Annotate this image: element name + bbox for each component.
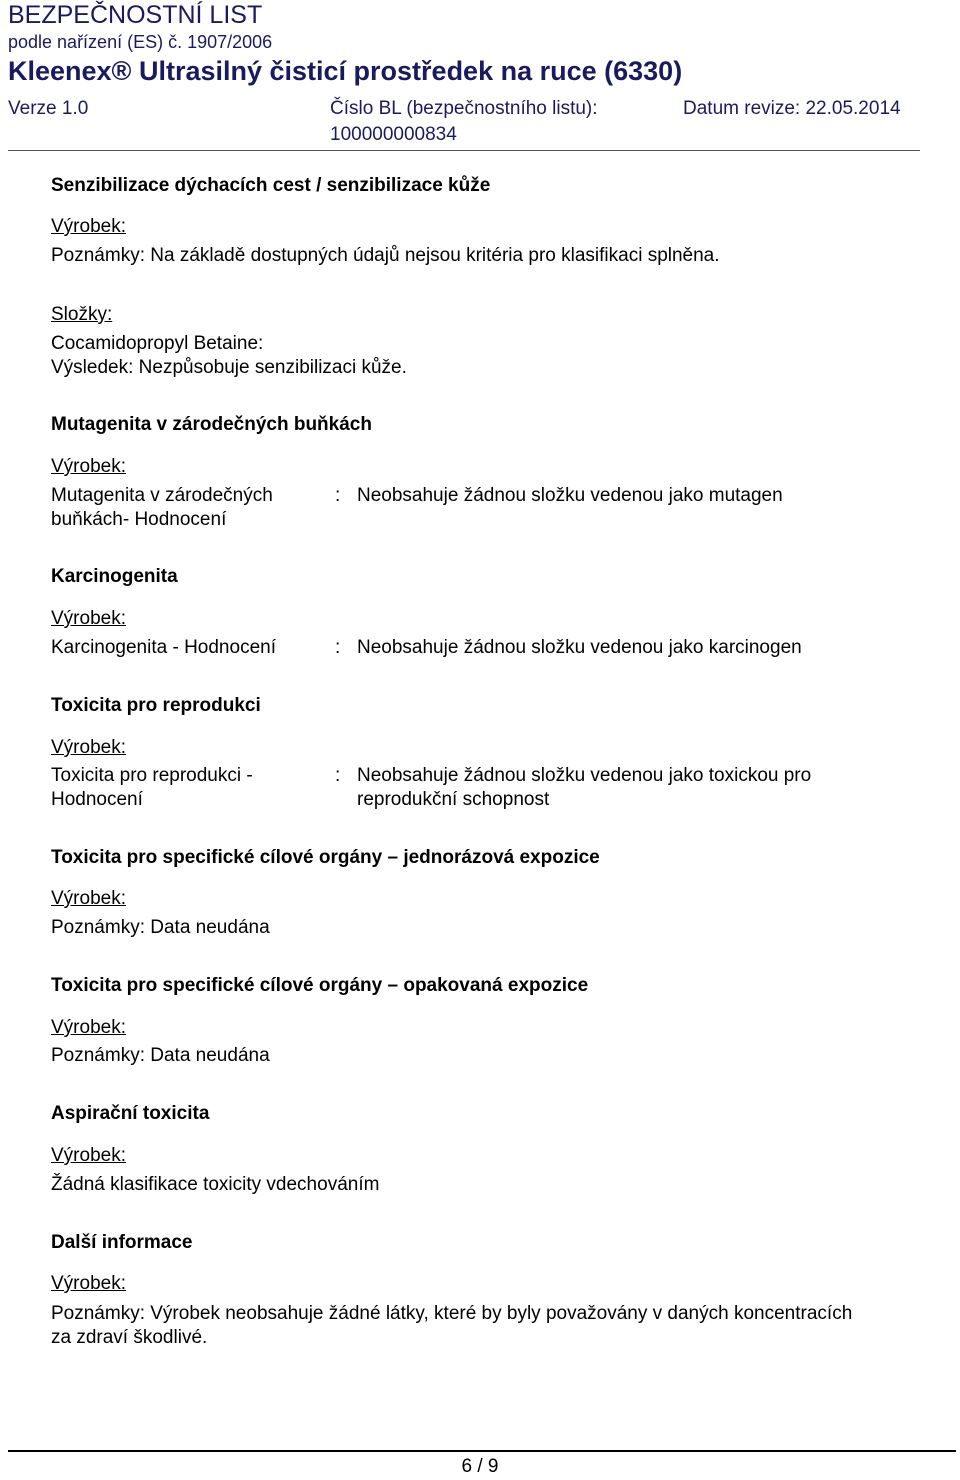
document-title: BEZPEČNOSTNÍ LIST	[8, 1, 263, 29]
version-label: Verze 1.0	[8, 98, 89, 119]
mutagenicity-row-label: Mutagenita v zárodečných buňkách- Hodnocení	[51, 485, 273, 530]
carcinogenicity-row-label: Karcinogenita - Hodnocení	[51, 637, 276, 658]
stot-repeated-note: Poznámky: Data neudána	[51, 1045, 270, 1066]
aspiration-note: Žádná klasifikace toxicity vdechováním	[51, 1174, 380, 1195]
components-label: Složky:	[51, 304, 113, 325]
sensitization-product-label: Výrobek:	[51, 216, 126, 237]
page-number: 6 / 9	[461, 1456, 499, 1477]
carcinogenicity-colon: :	[335, 637, 341, 658]
carcinogenicity-value: Neobsahuje žádnou složku vedenou jako karcinogen	[357, 637, 802, 658]
carcinogenicity-heading: Karcinogenita	[51, 566, 178, 587]
aspiration-product-label: Výrobek:	[51, 1145, 126, 1166]
further-info-product-label: Výrobek:	[51, 1273, 126, 1294]
component-name: Cocamidopropyl Betaine:	[51, 333, 264, 354]
reproductive-product-label: Výrobek:	[51, 737, 126, 758]
mutagenicity-heading: Mutagenita v zárodečných buňkách	[51, 414, 372, 435]
sds-number-label: Číslo BL (bezpečnostního listu):	[330, 98, 598, 119]
mutagenicity-value: Neobsahuje žádnou složku vedenou jako mutagen	[357, 485, 783, 506]
further-info-heading: Další informace	[51, 1232, 193, 1253]
further-info-note: Poznámky: Výrobek neobsahuje žádné látky, které by byly považovány v daných koncentracích za zdraví škodlivé.	[51, 1303, 853, 1348]
sensitization-heading: Senzibilizace dýchacích cest / senzibilizace kůže	[51, 175, 491, 196]
sensitization-note: Poznámky: Na základě dostupných údajů nejsou kritéria pro klasifikaci splněna.	[51, 245, 720, 266]
carcinogenicity-product-label: Výrobek:	[51, 608, 126, 629]
reproductive-heading: Toxicita pro reprodukci	[51, 695, 261, 716]
reproductive-value: Neobsahuje žádnou složku vedenou jako toxickou pro reprodukční schopnost	[357, 765, 812, 810]
aspiration-heading: Aspirační toxicita	[51, 1103, 210, 1124]
regulation-line: podle nařízení (ES) č. 1907/2006	[8, 32, 273, 52]
stot-single-product-label: Výrobek:	[51, 888, 126, 909]
component-result: Výsledek: Nezpůsobuje senzibilizaci kůže.	[51, 357, 407, 378]
mutagenicity-product-label: Výrobek:	[51, 456, 126, 477]
sds-number: 100000000834	[330, 124, 457, 145]
stot-single-note: Poznámky: Data neudána	[51, 917, 270, 938]
revision-date: Datum revize: 22.05.2014	[683, 98, 901, 119]
reproductive-row-label: Toxicita pro reprodukci - Hodnocení	[51, 765, 253, 810]
stot-repeated-product-label: Výrobek:	[51, 1017, 126, 1038]
mutagenicity-colon: :	[335, 485, 341, 506]
reproductive-colon: :	[335, 765, 341, 786]
header-divider	[8, 150, 920, 151]
product-name: Kleenex® Ultrasilný čisticí prostředek na ruce (6330)	[8, 56, 683, 86]
stot-repeated-heading: Toxicita pro specifické cílové orgány – opakovaná expozice	[51, 975, 589, 996]
stot-single-heading: Toxicita pro specifické cílové orgány – jednorázová expozice	[51, 847, 600, 868]
footer-divider	[8, 1450, 956, 1452]
